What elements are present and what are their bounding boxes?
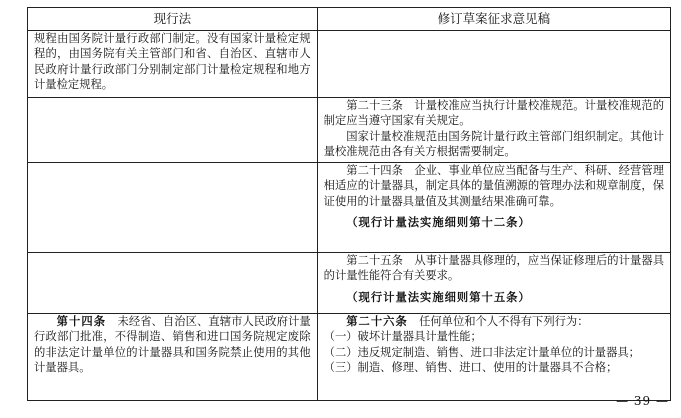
table-cell-right: [317, 163, 670, 253]
list-item: （二）违反规定制造、销售、进口非法定计量单位的计量器具；: [323, 345, 640, 359]
table-cell-right: [317, 314, 670, 401]
table-cell-right: [317, 98, 670, 163]
paragraph: 第二十四条 企业、事业单位应当配备与生产、科研、经营管理相适应的计量器具，制定具体的量值溯源的管理办法和规章制度，保证使用的计量器具量值及其测量结果准确可靠。: [323, 164, 664, 208]
table-cell-left: [28, 314, 318, 401]
table-cell-left: [28, 31, 318, 98]
paragraph: [324, 314, 664, 329]
paragraph: 规程由国务院计量行政部门制定。没有国家计量检定规程的，由国务院有关主管部门和省、自治区、直辖市人民政府计量行政部门分别制定部门计量检定规程和地方计量检定规程。: [34, 32, 311, 91]
table-cell-left: [28, 98, 318, 163]
paragraph: 第二十五条 从事计量器具修理的，应当保证修理后的计量器具的计量性能符合有关要求。: [323, 254, 664, 283]
table-cell-left: [28, 163, 318, 253]
table-cell-right: [317, 31, 670, 98]
page-number: — 39 —: [616, 394, 669, 408]
reference-note: （现行计量法实施细则第十五条）: [346, 289, 531, 304]
header-current-law: 现行法: [28, 8, 318, 31]
header-draft: 修订草案征求意见稿: [317, 8, 670, 31]
comparison-table: [27, 7, 671, 401]
paragraph: 国家计量校准规范由国务院计量行政主管部门组织制定。其他计量校准规范由各有关方根据需要制定。: [323, 129, 664, 158]
article-heading: 第十四条: [56, 314, 107, 328]
table-row: [28, 314, 671, 401]
reference-note: （现行计量法实施细则第十二条）: [346, 214, 531, 229]
table-cell-left: [28, 253, 318, 314]
article-heading: 第二十六条: [346, 314, 408, 328]
list-item: （三）制造、修理、销售、进口、使用的计量器具不合格；: [323, 360, 618, 374]
list-item: （一）破坏计量器具计量性能；: [323, 330, 482, 344]
table-row: [28, 253, 671, 314]
table-row: [28, 98, 671, 163]
table-cell-right: [317, 253, 670, 314]
paragraph: [34, 314, 311, 375]
paragraph: 第二十三条 计量校准应当执行计量校准规范。计量校准规范的制定应当遵守国家有关规定。: [323, 99, 664, 128]
article-text: 任何单位和个人不得有下列行为：: [419, 315, 589, 328]
table-row: [28, 31, 671, 98]
table-row: [28, 163, 671, 253]
table-header-row: [28, 8, 671, 31]
article-text: 未经省、自治区、直辖市人民政府计量行政部门批准，不得制造、销售和进口国务院规定废除的非法定计量单位的计量器具和国务院禁止使用的其他计量器具。: [34, 315, 311, 374]
